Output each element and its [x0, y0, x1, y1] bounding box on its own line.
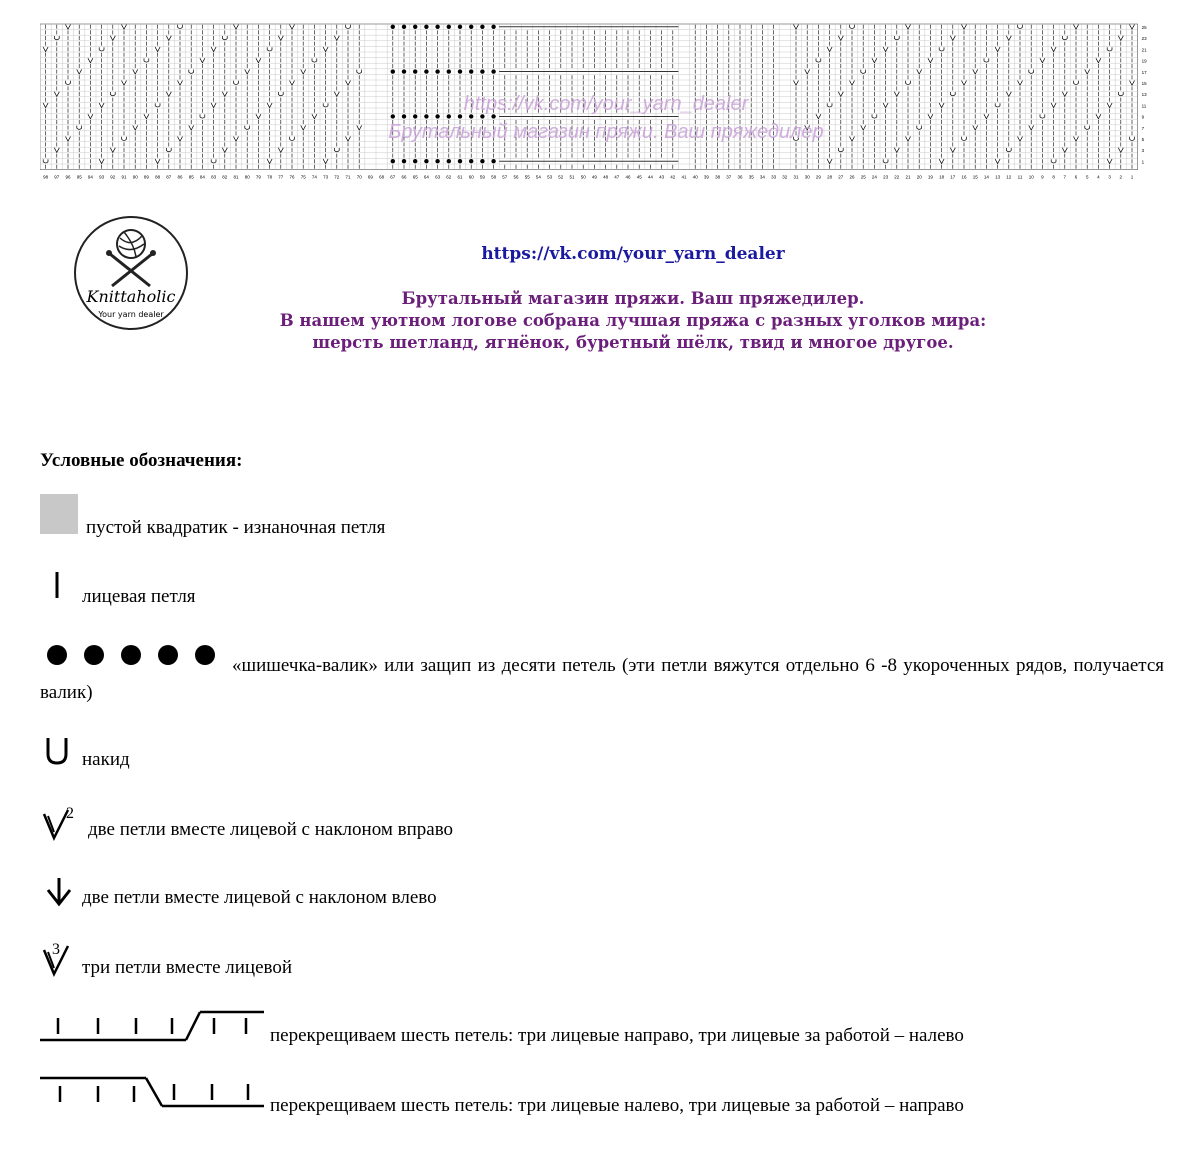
column-number: 79 [255, 174, 261, 180]
column-number: 10 [1028, 174, 1034, 180]
column-number: 45 [636, 174, 642, 180]
column-number: 7 [1063, 174, 1067, 180]
promo-line: В нашем уютном логове собрана лучшая пряжа с разных уголков мира: [279, 311, 987, 330]
column-number: 93 [99, 174, 105, 180]
column-number: 24 [871, 174, 877, 180]
cable-right-icon [40, 1006, 266, 1042]
column-number: 91 [121, 174, 127, 180]
column-number: 34 [759, 174, 765, 180]
column-number: 20 [916, 174, 922, 180]
promo-line: Брутальный магазин пряжи. Ваш пряжедилер. [401, 289, 865, 308]
column-number: 27 [838, 174, 844, 180]
yarn-ball-icon [117, 230, 145, 258]
column-number: 32 [782, 174, 788, 180]
column-number: 16 [961, 174, 967, 180]
column-number: 11 [1017, 174, 1023, 180]
row-number: 9 [1141, 114, 1145, 120]
column-number: 56 [513, 174, 519, 180]
column-number: 1 [1130, 174, 1134, 180]
column-number: 15 [972, 174, 978, 180]
column-number: 77 [278, 174, 284, 180]
column-number: 38 [715, 174, 721, 180]
column-number: 41 [681, 174, 687, 180]
column-number: 98 [43, 174, 49, 180]
column-number: 90 [132, 174, 138, 180]
legend-text: три петли вместе лицевой [82, 957, 293, 978]
row-number: 23 [1141, 36, 1147, 42]
column-number: 23 [883, 174, 889, 180]
column-number: 53 [547, 174, 553, 180]
column-number: 37 [726, 174, 732, 180]
column-number: 43 [659, 174, 665, 180]
watermark-text: Брутальный магазин пряжи. Ваш пряжедилер [388, 121, 824, 143]
column-number: 14 [983, 174, 989, 180]
column-number: 21 [905, 174, 911, 180]
column-number: 82 [222, 174, 228, 180]
knit-stitch-icon [50, 570, 64, 600]
glyph-label: 3 [52, 941, 60, 958]
column-number: 85 [188, 174, 194, 180]
column-number: 8 [1052, 174, 1055, 180]
column-number: 36 [737, 174, 743, 180]
legend-text: перекрещиваем шесть петель: три лицевые налево, три лицевые за работой – направо [270, 1095, 964, 1116]
row-number: 11 [1141, 103, 1147, 109]
column-number: 65 [412, 174, 418, 180]
column-number: 40 [692, 174, 698, 180]
glyph-label: 2 [66, 805, 74, 822]
column-number: 9 [1041, 174, 1044, 180]
column-number: 78 [267, 174, 273, 180]
column-number: 62 [446, 174, 452, 180]
column-number: 70 [356, 174, 362, 180]
column-number: 46 [625, 174, 631, 180]
yarn-over-icon [44, 736, 70, 766]
row-number: 13 [1141, 92, 1147, 98]
column-number: 60 [468, 174, 474, 180]
row-number: 25 [1141, 25, 1147, 31]
column-number: 19 [927, 174, 933, 180]
column-number: 87 [166, 174, 172, 180]
row-number: 5 [1141, 137, 1145, 143]
column-number: 58 [491, 174, 497, 180]
column-number: 48 [603, 174, 609, 180]
column-number: 67 [390, 174, 396, 180]
column-number: 4 [1097, 174, 1100, 180]
row-number: 19 [1141, 58, 1147, 64]
column-number: 76 [289, 174, 295, 180]
logo-tagline: Your yarn dealer [98, 310, 164, 319]
empty-square-icon [40, 494, 78, 534]
legend-text: лицевая петля [82, 586, 196, 607]
column-number: 83 [211, 174, 217, 180]
column-number: 17 [950, 174, 956, 180]
column-number: 59 [479, 174, 485, 180]
row-number: 3 [1141, 148, 1145, 154]
column-number: 26 [849, 174, 855, 180]
row-number: 7 [1141, 125, 1145, 131]
column-number: 96 [65, 174, 71, 180]
column-number: 86 [177, 174, 183, 180]
knitting-needles-icon [106, 250, 156, 286]
column-number: 31 [793, 174, 799, 180]
promo-line: шерсть шетланд, ягнёнок, буретный шёлк, твид и многое другое. [312, 333, 954, 352]
column-number: 63 [435, 174, 441, 180]
column-number: 72 [334, 174, 340, 180]
column-number: 88 [155, 174, 161, 180]
column-number: 25 [860, 174, 866, 180]
column-number: 47 [614, 174, 620, 180]
column-number: 3 [1108, 174, 1111, 180]
column-number: 44 [647, 174, 653, 180]
legend-text: «шишечка-валик» или защип из десяти петель (эти петли вяжутся отдельно 6 -8 укороченных рядов, получается валик) [40, 655, 1164, 703]
row-numbers [1142, 25, 1148, 164]
column-number: 33 [771, 174, 777, 180]
legend-title: Условные обозначения: [40, 450, 243, 471]
column-number: 68 [379, 174, 385, 180]
column-number: 94 [87, 174, 93, 180]
column-number: 66 [401, 174, 407, 180]
column-number: 39 [703, 174, 709, 180]
column-number: 55 [524, 174, 530, 180]
legend-text: две петли вместе лицевой с наклоном влево [82, 887, 437, 908]
column-number: 13 [995, 174, 1001, 180]
column-number: 35 [748, 174, 754, 180]
column-number: 89 [143, 174, 149, 180]
column-number: 50 [580, 174, 586, 180]
cable-left-icon [40, 1074, 266, 1110]
row-number: 1 [1141, 159, 1145, 165]
column-number: 29 [815, 174, 821, 180]
column-number: 57 [502, 174, 508, 180]
column-number: 74 [311, 174, 317, 180]
column-number: 92 [110, 174, 116, 180]
column-number: 42 [670, 174, 676, 180]
column-number: 81 [233, 174, 239, 180]
column-number: 73 [323, 174, 329, 180]
column-number: 5 [1085, 174, 1089, 180]
legend-text: две петли вместе лицевой с наклоном вправо [88, 819, 454, 840]
promo-url[interactable]: https://vk.com/your_yarn_dealer [481, 244, 785, 264]
watermark-url: https://vk.com/your_yarn_dealer [463, 93, 749, 115]
legend-text: перекрещиваем шесть петель: три лицевые направо, три лицевые за работой – налево [270, 1025, 964, 1046]
column-number: 71 [345, 174, 351, 180]
row-number: 17 [1141, 69, 1147, 75]
column-number: 64 [423, 174, 429, 180]
column-number: 95 [76, 174, 82, 180]
legend-text: накид [82, 749, 130, 770]
column-number: 18 [939, 174, 945, 180]
column-number: 28 [827, 174, 833, 180]
row-number: 15 [1141, 81, 1147, 87]
k3tog-icon [40, 938, 80, 978]
column-number: 49 [591, 174, 597, 180]
column-number: 22 [894, 174, 900, 180]
promo-text [260, 288, 1006, 354]
column-number: 6 [1074, 174, 1078, 180]
column-number: 61 [457, 174, 463, 180]
column-number: 51 [569, 174, 575, 180]
column-number: 75 [300, 174, 306, 180]
column-number: 80 [244, 174, 250, 180]
column-numbers [43, 175, 1134, 180]
k2tog-left-icon [44, 876, 74, 908]
knitting-chart [40, 22, 1160, 182]
legend-text: пустой квадратик - изнаночная петля [86, 517, 386, 538]
knittaholic-logo [64, 214, 198, 332]
column-number: 54 [535, 174, 541, 180]
column-number: 2 [1119, 174, 1123, 180]
column-number: 84 [199, 174, 205, 180]
row-number: 21 [1141, 47, 1147, 53]
column-number: 52 [558, 174, 564, 180]
logo-brand: Knittaholic [86, 287, 176, 306]
column-number: 69 [367, 174, 373, 180]
k2tog-right-icon [40, 802, 80, 842]
column-number: 12 [1006, 174, 1012, 180]
column-number: 30 [804, 174, 810, 180]
column-number: 97 [54, 174, 60, 180]
